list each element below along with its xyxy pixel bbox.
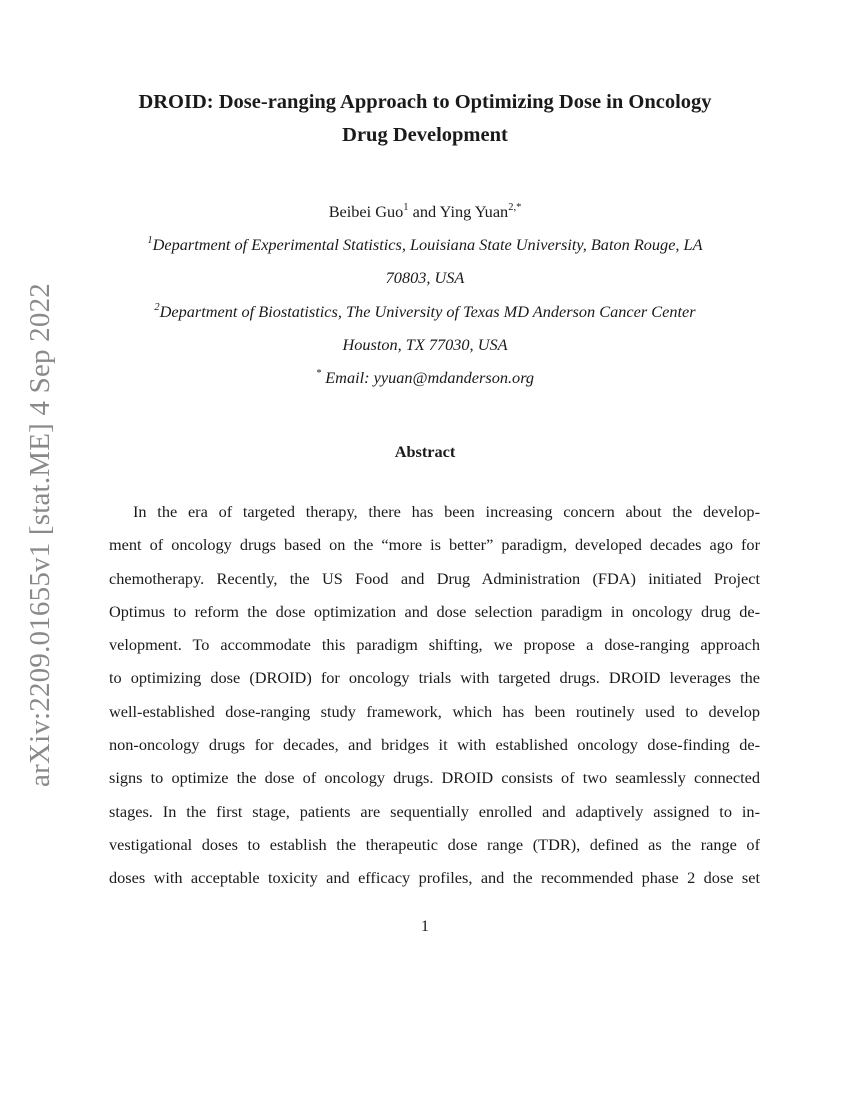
abstract-line: doses with acceptable toxicity and efficacy profiles, and the recommended phase 2 dose set	[109, 868, 760, 888]
affiliation-mark: 1	[147, 234, 153, 246]
abstract-line: chemotherapy. Recently, the US Food and Drug Administration (FDA) initiated Project	[109, 568, 760, 588]
affiliation-text: Houston, TX 77030, USA	[342, 335, 508, 354]
author-joiner: and	[408, 202, 440, 221]
author-name: Beibei Guo	[328, 202, 404, 221]
corresponding-email	[80, 367, 770, 389]
abstract-line: signs to optimize the dose of oncology drugs. DROID consists of two seamlessly connected	[109, 768, 760, 788]
abstract-line: stages. In the first stage, patients are sequentially enrolled and adaptively assigned to in-	[109, 801, 760, 821]
page-number: 1	[420, 916, 430, 935]
abstract-heading: Abstract	[394, 442, 456, 461]
paper-title	[80, 86, 770, 152]
affiliation-mark: 1	[403, 201, 409, 213]
author-name: Ying Yuan	[439, 202, 509, 221]
affiliation-mark: 2	[154, 301, 160, 313]
corresponding-mark: *	[315, 367, 322, 379]
affiliation-text: 70803, USA	[385, 268, 465, 287]
abstract-line: non-oncology drugs for decades, and bridges it with established oncology dose-finding de-	[109, 735, 760, 755]
abstract-line: Optimus to reform the dose optimization and dose selection paradigm in oncology drug de-	[109, 601, 760, 621]
affiliation-1	[80, 234, 770, 256]
email-text: Email: yyuan@mdanderson.org	[321, 368, 535, 387]
affiliation-mark: 2,*	[508, 201, 522, 213]
paper-title-line-1: DROID: Dose-ranging Approach to Optimizing Dose in Oncology	[138, 91, 712, 113]
affiliation-2	[80, 301, 770, 323]
abstract-line: velopment. To accommodate this paradigm shifting, we propose a dose-ranging approach	[109, 635, 760, 655]
affiliation-text: Department of Experimental Statistics, Louisiana State University, Baton Rouge, LA	[152, 235, 703, 254]
abstract-line: ment of oncology drugs based on the “more is better” paradigm, developed decades ago for	[109, 535, 760, 555]
affiliation-1-continued	[80, 267, 770, 289]
author-list	[80, 201, 770, 223]
paper-title-line-2: Drug Development	[342, 124, 508, 146]
affiliation-2-continued	[80, 334, 770, 356]
arxiv-identifier-stamp: arXiv:2209.01655v1 [stat.ME] 4 Sep 2022	[24, 283, 56, 787]
abstract-line: In the era of targeted therapy, there has been increasing concern about the develop-	[133, 502, 760, 521]
affiliation-text: Department of Biostatistics, The University of Texas MD Anderson Cancer Center	[159, 302, 696, 321]
abstract-body	[109, 495, 760, 895]
abstract-line: to optimizing dose (DROID) for oncology trials with targeted drugs. DROID leverages the	[109, 668, 760, 688]
abstract-line: vestigational doses to establish the therapeutic dose range (TDR), defined as the range of	[109, 834, 760, 854]
abstract-line: well-established dose-ranging study framework, which has been routinely used to develop	[109, 701, 760, 721]
